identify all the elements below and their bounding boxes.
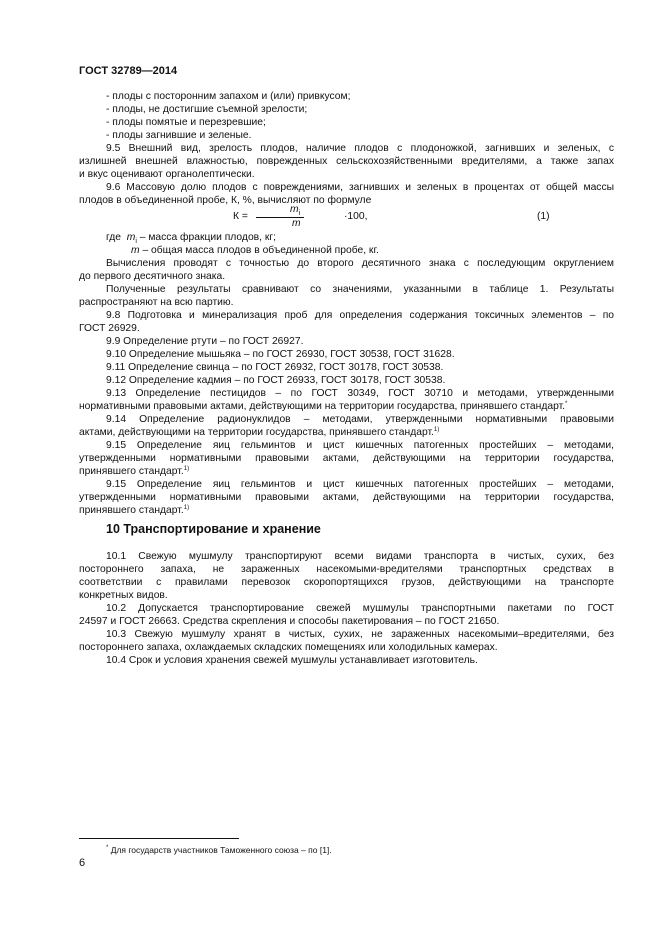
- paragraph-9-5-line: излишней внешней влажностью, поврежденных сельскохозяйственными вредителями, а также запах: [79, 156, 614, 167]
- paragraph-calc-line: до первого десятичного знака.: [79, 271, 226, 282]
- paragraph-9-10: 9.10 Определение мышьяка – по ГОСТ 26930, ГОСТ 30538, ГОСТ 31628.: [106, 349, 455, 360]
- formula-legend-m: m – общая масса плодов в объединенной пробе, кг.: [131, 245, 379, 256]
- paragraph-9-15-line: утвержденными нормативными правовыми актами, действующими на территории государства,: [79, 453, 614, 464]
- fraction-bar: [256, 217, 304, 218]
- list-item: - плоды загнившие и зеленые.: [106, 130, 252, 141]
- paragraph-9-14-line: 9.14 Определение радионуклидов – методами, утвержденными нормативными правовыми: [106, 414, 614, 425]
- paragraph-10-4: 10.4 Срок и условия хранения свежей мушмулы устанавливает изготовитель.: [106, 655, 478, 666]
- footnote-ref: 1): [183, 466, 190, 472]
- paragraph-9-6-line: плодов в объединенной пробе, К, %, вычисляют по формуле: [79, 195, 372, 206]
- formula-numerator: $m_i$: [290, 204, 301, 218]
- formula-multiplier: ·100,: [344, 211, 368, 222]
- paragraph-9-8-line: 9.8 Подготовка и минерализация проб для определения содержания токсичных элементов – по: [106, 310, 614, 321]
- footnote-ref: *: [565, 401, 568, 407]
- paragraph-results-line: распространяют на всю партию.: [79, 297, 234, 308]
- formula-lhs: К =: [233, 211, 248, 222]
- paragraph-10-2-line: 10.2 Допускается транспортирование свежей мушмулы транспортными пакетами по ГОСТ: [106, 603, 614, 614]
- paragraph-9-5-line: 9.5 Внешний вид, зрелость плодов, наличие плодов с плодоножкой, загнивших и зеленых, с: [106, 143, 614, 154]
- paragraph-10-2-line: 24597 и ГОСТ 26663. Средства скрепления и способы пакетирования – по ГОСТ 21650.: [79, 616, 500, 627]
- paragraph-10-1-line: конкретных видов.: [79, 590, 168, 601]
- footnote-divider: [79, 838, 239, 839]
- paragraph-9-13-line: нормативными правовыми актами, действующими на территории государства, принявшего стандарт.*: [79, 401, 568, 412]
- footnote-ref: 1): [433, 427, 440, 433]
- formula-number: (1): [537, 211, 550, 222]
- footnote: * Для государств участников Таможенного союза – по [1].: [106, 845, 332, 855]
- paragraph-calc-line: Вычисления проводят с точностью до второго десятичного знака с последующим округлением: [106, 258, 614, 269]
- list-item: - плоды, не достигшие съемной зрелости;: [106, 104, 308, 115]
- page-number: 6: [79, 857, 86, 869]
- paragraph-9-15-line: принявшего стандарт.$^{1)}$: [79, 466, 190, 477]
- paragraph-10-3-line: 10.3 Свежую мушмулу хранят в чистых, сухих, не зараженных насекомыми–вредителями, без: [106, 629, 614, 640]
- paragraph-10-1-line: постороннего запаха, не зараженных насекомыми-вредителями транспортных средствах в: [79, 564, 614, 575]
- paragraph-9-8-line: ГОСТ 26929.: [79, 323, 140, 334]
- list-item: - плоды помятые и перезревшие;: [106, 117, 266, 128]
- paragraph-9-13-line: 9.13 Определение пестицидов – по ГОСТ 30349, ГОСТ 30710 и методами, утвержденными: [106, 388, 614, 399]
- paragraph-10-1-line: соответствии с правилами перевозок скоропортящихся грузов, действующими на транспорте: [79, 577, 614, 588]
- paragraph-9-6-line: 9.6 Массовую долю плодов с повреждениями, загнивших и зеленых в процентах от общей массы: [106, 182, 614, 193]
- formula-legend-mi: где $m_i$ – масса фракции плодов, кг;: [106, 232, 276, 246]
- formula-1: [0, 204, 661, 234]
- paragraph-10-3-line: постороннего запаха, охлаждаемых складских помещениях или холодильных камерах.: [79, 642, 498, 653]
- section-title: 10 Транспортирование и хранение: [106, 522, 321, 536]
- paragraph-9-14-line: актами, действующими на территории государства, принявшего стандарт.$^{1)}$: [79, 427, 440, 438]
- paragraph-9-15-line: 9.15 Определение яиц гельминтов и цист кишечных патогенных простейших – методами,: [106, 440, 614, 451]
- paragraph-9-15-line: утвержденными нормативными правовыми актами, действующими на территории государства,: [79, 492, 614, 503]
- document-header: ГОСТ 32789—2014: [79, 65, 178, 77]
- footnote-ref: 1): [183, 505, 190, 511]
- paragraph-9-11: 9.11 Определение свинца – по ГОСТ 26932, ГОСТ 30178, ГОСТ 30538.: [106, 362, 444, 373]
- paragraph-10-1-line: 10.1 Свежую мушмулу транспортируют всеми видами транспорта в чистых, сухих, без: [106, 551, 614, 562]
- paragraph-results-line: Полученные результаты сравнивают со значениями, указанными в таблице 1. Результаты: [106, 284, 614, 295]
- paragraph-9-15-line: принявшего стандарт.$^{1)}$: [79, 505, 190, 516]
- formula-denominator: m: [292, 218, 301, 229]
- paragraph-9-5-line: и вкус оценивают органолептически.: [79, 169, 255, 180]
- paragraph-9-15-line: 9.15 Определение яиц гельминтов и цист кишечных патогенных простейших – методами,: [106, 479, 614, 490]
- paragraph-9-9: 9.9 Определение ртути – по ГОСТ 26927.: [106, 336, 304, 347]
- paragraph-9-12: 9.12 Определение кадмия – по ГОСТ 26933, ГОСТ 30178, ГОСТ 30538.: [106, 375, 446, 386]
- list-item: - плоды с посторонним запахом и (или) привкусом;: [106, 91, 351, 102]
